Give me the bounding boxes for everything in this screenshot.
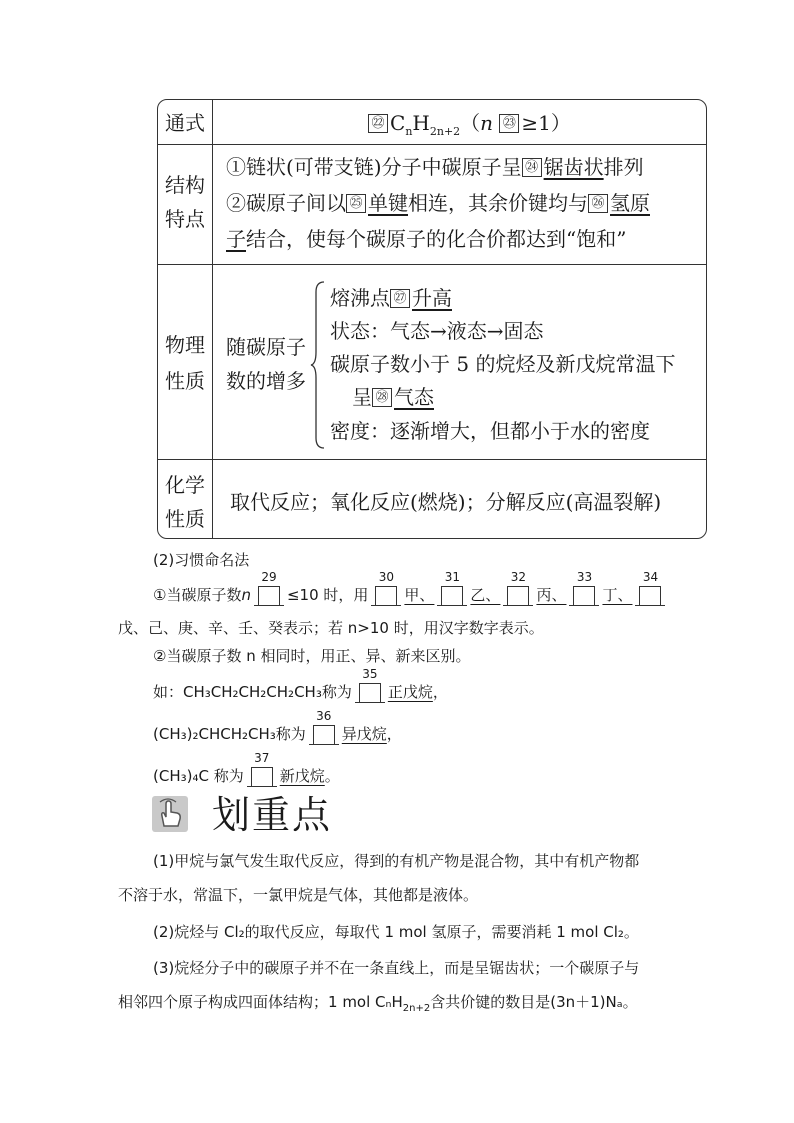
blank-square xyxy=(251,767,273,786)
naming-line-3: ②当碳原子数 n 相同时，用正、异、新来区别。 xyxy=(153,647,471,665)
formula-h: H xyxy=(412,111,430,135)
answer-hydrogen-atom: 氢原 xyxy=(610,191,650,215)
physical-item-3: 碳原子数小于 5 的烷烃及新戊烷常温下 xyxy=(330,352,676,376)
table-column-divider xyxy=(212,100,213,538)
answer-single-bond: 单键 xyxy=(368,191,408,215)
blank-29 xyxy=(254,570,284,606)
blank-number: 36 xyxy=(316,709,332,723)
blank-number: 35 xyxy=(362,667,378,681)
text: ， xyxy=(432,683,448,701)
blank-box-28: ㉘ xyxy=(372,388,392,407)
paren-close: ） xyxy=(550,111,571,135)
row-label-physical-b: 性质 xyxy=(165,369,205,393)
key-point-1b: 不溶于水，常温下，一氯甲烷是气体，其他都是液体。 xyxy=(118,886,479,904)
text: ①当碳原子数 xyxy=(153,586,242,604)
physical-item-2: 状态：气态→液态→固态 xyxy=(330,319,544,343)
row-label-physical-a: 物理 xyxy=(165,333,205,357)
blank-32 xyxy=(503,570,533,606)
text: ≤10 时，用 xyxy=(286,586,369,604)
blank-square xyxy=(573,586,595,605)
text: 含共价键的数目是(3n＋1)Nₐ。 xyxy=(430,993,638,1011)
table-row-divider xyxy=(158,459,706,460)
blank-box-25: ㉕ xyxy=(346,194,366,213)
blank-number: 30 xyxy=(378,570,395,584)
paren-open: （ xyxy=(460,111,481,135)
blank-36 xyxy=(309,709,339,745)
blank-square xyxy=(441,586,463,605)
text: (CH₃)₂CHCH₂CH₃称为 xyxy=(153,725,306,743)
text: (CH₃)₄C 称为 xyxy=(153,767,244,785)
blank-box-26: ㉖ xyxy=(588,194,608,213)
answer-bing: 丙、 xyxy=(536,586,567,604)
answer-rises: 升高 xyxy=(412,286,452,310)
blank-square xyxy=(359,683,381,702)
pointing-hand-icon xyxy=(152,796,188,832)
blank-box-24: ㉔ xyxy=(522,158,542,177)
structure-line-2 xyxy=(226,186,650,220)
answer-jia: 甲、 xyxy=(404,586,435,604)
structure-line-1 xyxy=(226,150,644,184)
text: 熔沸点 xyxy=(330,286,390,310)
blank-box-27: ㉗ xyxy=(390,289,410,308)
condition: ≥1 xyxy=(521,111,551,135)
naming-example-1 xyxy=(153,667,448,703)
answer-gaseous: 气态 xyxy=(394,385,434,409)
blank-number: 32 xyxy=(510,570,527,584)
blank-number: 33 xyxy=(576,570,593,584)
row-label-formula: 通式 xyxy=(165,111,205,135)
answer-sawtooth: 锯齿状 xyxy=(543,155,604,179)
text: 相邻四个原子构成四面体结构；1 mol CₙH xyxy=(118,993,403,1011)
formula-c: C xyxy=(390,111,406,135)
var-n: n xyxy=(480,111,494,135)
physical-lead-b: 数的增多 xyxy=(226,369,306,393)
text: ①链状(可带支链)分子中碳原子呈 xyxy=(226,155,522,179)
blank-square xyxy=(375,586,397,605)
blank-31 xyxy=(437,570,467,606)
text: 结合，使每个碳原子的化合价都达到“饱和” xyxy=(246,227,627,251)
blank-square xyxy=(258,586,280,605)
blank-number: 31 xyxy=(444,570,461,584)
answer-n-pentane: 正戊烷 xyxy=(387,683,433,701)
answer-hydrogen-atom-cont: 子 xyxy=(226,227,246,251)
blank-square xyxy=(639,586,661,605)
answer-isopentane: 异戊烷 xyxy=(341,725,387,743)
curly-brace-icon xyxy=(310,280,326,450)
blank-37 xyxy=(247,751,277,787)
physical-item-5: 密度：逐渐增大，但都小于水的密度 xyxy=(330,419,650,443)
blank-box-22: ㉒ xyxy=(368,114,388,133)
row-label-structure-b: 特点 xyxy=(165,207,205,231)
row-label-structure-a: 结构 xyxy=(165,173,205,197)
answer-ding: 丁、 xyxy=(602,586,633,604)
blank-number: 29 xyxy=(261,570,277,584)
formula-c-sub: n xyxy=(405,125,413,138)
table-row-divider xyxy=(158,264,706,265)
key-point-3a: (3)烷烃分子中的碳原子并不在一条直线上，而是呈锯齿状；一个碳原子与 xyxy=(153,959,640,977)
chemical-properties: 取代反应；氧化反应(燃烧)；分解反应(高温裂解) xyxy=(230,490,662,514)
text: ②碳原子间以 xyxy=(226,191,346,215)
blank-30 xyxy=(371,570,401,606)
key-point-3b xyxy=(118,991,638,1020)
general-formula xyxy=(368,106,571,149)
key-point-1a: (1)甲烷与氯气发生取代反应，得到的有机产物是混合物，其中有机产物都 xyxy=(153,852,640,870)
formula-h-sub: 2n+2 xyxy=(429,125,461,138)
row-label-chemical-a: 化学 xyxy=(165,473,205,497)
naming-example-3 xyxy=(153,751,340,787)
blank-square xyxy=(507,586,529,605)
text: 相连，其余价键均与 xyxy=(408,191,588,215)
answer-neopentane: 新戊烷 xyxy=(279,767,325,785)
text: 排列 xyxy=(603,155,644,179)
blank-35 xyxy=(355,667,385,703)
physical-item-1 xyxy=(330,281,452,315)
text: 如：CH₃CH₂CH₂CH₂CH₃称为 xyxy=(153,683,352,701)
naming-line-1 xyxy=(153,570,668,606)
alkane-properties-table xyxy=(157,99,707,539)
naming-title: (2)习惯命名法 xyxy=(153,551,250,569)
blank-number: 34 xyxy=(642,570,659,584)
blank-square xyxy=(313,725,335,744)
naming-line-2: 戊、己、庚、辛、壬、癸表示；若 n>10 时，用汉字数字表示。 xyxy=(118,619,544,637)
blank-33 xyxy=(569,570,599,606)
blank-34 xyxy=(635,570,665,606)
row-label-chemical-b: 性质 xyxy=(165,507,205,531)
blank-box-23: ㉓ xyxy=(499,114,519,133)
structure-line-3 xyxy=(226,222,626,256)
naming-example-2 xyxy=(153,709,402,745)
blank-number: 37 xyxy=(254,751,270,765)
text: 呈 xyxy=(352,385,372,409)
key-points-heading: 划重点 xyxy=(212,793,333,837)
physical-item-4 xyxy=(352,380,434,414)
key-point-2: (2)烷烃与 Cl₂的取代反应，每取代 1 mol 氢原子，需要消耗 1 mol Cl₂。 xyxy=(153,923,639,941)
formula-sub: 2n+2 xyxy=(402,1003,431,1014)
text: ， xyxy=(386,725,402,743)
answer-yi: 乙、 xyxy=(470,586,501,604)
text: 。 xyxy=(324,767,340,785)
var-n: n xyxy=(241,586,251,604)
physical-lead-a: 随碳原子 xyxy=(226,335,306,359)
